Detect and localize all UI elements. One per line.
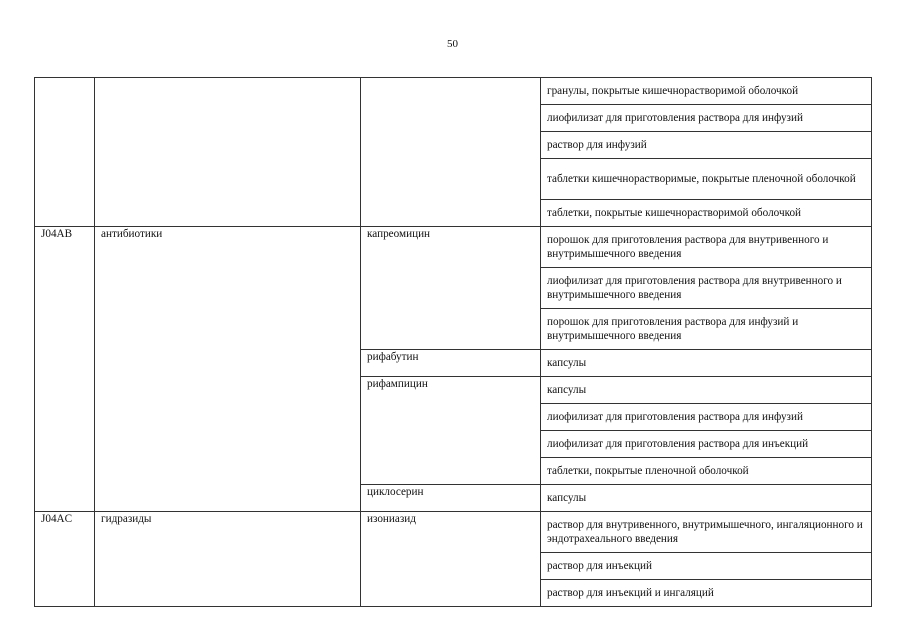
drug-name-cell: рифабутин (361, 350, 541, 377)
dosage-form-cell (541, 485, 872, 512)
dosage-form-cell (541, 580, 872, 607)
dosage-form-cell (541, 458, 872, 485)
dosage-form-text: гранулы, покрытые кишечнорастворимой оболочкой (547, 85, 799, 97)
dosage-form-text: таблетки кишечнорастворимые, покрытые пленочной оболочкой (547, 173, 856, 185)
dosage-form-cell (541, 309, 872, 350)
dosage-form-text: раствор для инъекций и ингаляций (547, 587, 714, 599)
dosage-form-cell (541, 132, 872, 159)
table-row (35, 227, 872, 268)
drug-table (34, 77, 872, 607)
dosage-form-text: капсулы (547, 357, 587, 369)
group-cell (95, 78, 361, 227)
table-row (35, 512, 872, 553)
drug-name-cell: рифампицин (361, 377, 541, 485)
dosage-form-text: лиофилизат для приготовления раствора для инъекций (547, 438, 809, 450)
dosage-form-text: порошок для приготовления раствора для инфузий и внутримышечного введения (547, 316, 799, 342)
dosage-form-cell (541, 512, 872, 553)
dosage-form-cell (541, 227, 872, 268)
drug-name-cell (361, 78, 541, 227)
atc-code-cell: J04AC (35, 512, 95, 607)
dosage-form-text: раствор для инъекций (547, 560, 652, 572)
drug-name-cell: изониазид (361, 512, 541, 607)
drug-name-cell: циклосерин (361, 485, 541, 512)
dosage-form-text: капсулы (547, 384, 587, 396)
dosage-form-text: порошок для приготовления раствора для внутривенного и внутримышечного введения (547, 234, 829, 260)
table-row (35, 78, 872, 105)
dosage-form-text: раствор для внутривенного, внутримышечного, ингаляционного и эндотрахеального введения (547, 519, 863, 545)
group-cell: антибиотики (95, 227, 361, 512)
group-cell: гидразиды (95, 512, 361, 607)
dosage-form-cell (541, 78, 872, 105)
dosage-form-cell (541, 268, 872, 309)
dosage-form-cell (541, 431, 872, 458)
dosage-form-text: таблетки, покрытые кишечнорастворимой оболочкой (547, 207, 802, 219)
dosage-form-text: лиофилизат для приготовления раствора для внутривенного и внутримышечного введения (547, 275, 842, 301)
atc-code-cell: J04AB (35, 227, 95, 512)
dosage-form-cell (541, 200, 872, 227)
dosage-form-cell (541, 377, 872, 404)
page-number: 50 (447, 38, 458, 50)
dosage-form-cell (541, 404, 872, 431)
dosage-form-text: таблетки, покрытые пленочной оболочкой (547, 465, 749, 477)
dosage-form-text: лиофилизат для приготовления раствора для инфузий (547, 112, 803, 124)
dosage-form-cell (541, 350, 872, 377)
dosage-form-text: лиофилизат для приготовления раствора для инфузий (547, 411, 803, 423)
drug-name-cell: капреомицин (361, 227, 541, 350)
dosage-form-cell (541, 105, 872, 132)
dosage-form-cell (541, 159, 872, 200)
dosage-form-text: капсулы (547, 492, 587, 504)
dosage-form-text: раствор для инфузий (547, 139, 647, 151)
atc-code-cell (35, 78, 95, 227)
dosage-form-cell (541, 553, 872, 580)
